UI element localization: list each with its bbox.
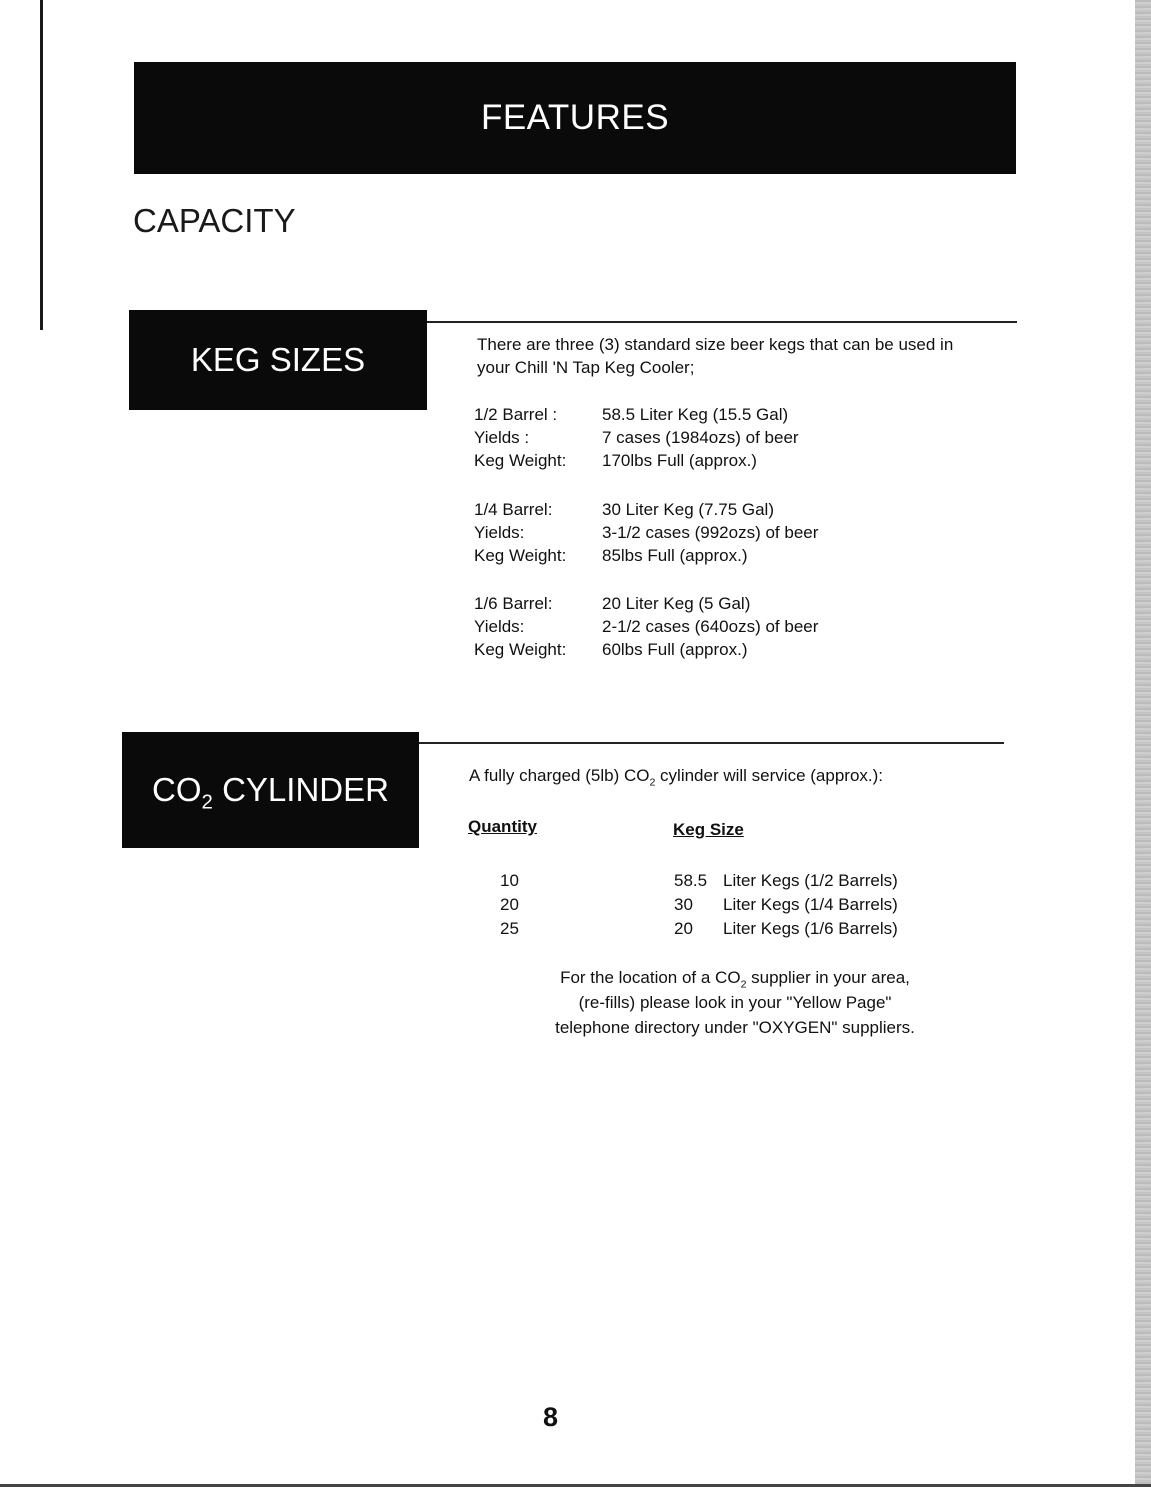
co2-heading-prefix: CO	[152, 771, 202, 808]
supplier-note-line-2: (re-fills) please look in your "Yellow Page"	[578, 993, 892, 1012]
keg-spec-row	[474, 615, 818, 638]
co2-intro-prefix: A fully charged (5lb) CO	[469, 766, 650, 785]
keg-spec-row	[474, 403, 799, 426]
co2-cylinder-heading	[152, 771, 389, 814]
barrel-label: 1/6 Barrel:	[474, 594, 553, 613]
yields-label: Yields :	[474, 428, 530, 447]
keg-spec-row	[474, 592, 818, 615]
quantity-cell: 25	[500, 919, 519, 938]
co2-service-table	[500, 869, 898, 941]
barrel-label: 1/4 Barrel:	[474, 500, 553, 519]
co2-intro-suffix: cylinder will service (approx.):	[655, 766, 884, 785]
note-line-1-prefix: For the location of a CO	[560, 968, 741, 987]
yields-value: 2-1/2 cases (640ozs) of beer	[602, 617, 819, 636]
description-cell: Liter Kegs (1/2 Barrels)	[723, 871, 898, 890]
size-cell: 30	[674, 895, 693, 914]
weight-label: Keg Weight:	[474, 640, 567, 659]
table-row	[500, 893, 898, 917]
quantity-cell: 20	[500, 895, 519, 914]
scan-edge	[1135, 0, 1151, 1487]
banner-title: FEATURES	[480, 98, 670, 137]
keg-spec-row	[474, 449, 799, 472]
barrel-value: 20 Liter Keg (5 Gal)	[602, 594, 751, 613]
co2-supplier-note	[510, 965, 960, 1040]
size-cell: 20	[674, 919, 693, 938]
yields-label: Yields:	[474, 617, 525, 636]
quantity-cell: 10	[500, 871, 519, 890]
keg-spec-row	[474, 498, 818, 521]
weight-label: Keg Weight:	[474, 546, 567, 565]
table-row	[500, 917, 898, 941]
keg-spec-sixth-barrel	[474, 592, 818, 661]
keg-spec-half-barrel	[474, 403, 799, 472]
page-number: 8	[543, 1402, 559, 1432]
co2-intro-subscript: 2	[649, 776, 656, 789]
weight-value: 60lbs Full (approx.)	[602, 640, 748, 659]
description-cell: Liter Kegs (1/6 Barrels)	[723, 919, 898, 938]
barrel-value: 58.5 Liter Keg (15.5 Gal)	[602, 405, 789, 424]
binding-edge	[40, 0, 43, 330]
quantity-column-header: Quantity	[468, 817, 537, 836]
keg-size-column-header: Keg Size	[673, 820, 744, 839]
note-line-1-suffix: supplier in your area,	[746, 968, 910, 987]
supplier-note-line-1	[510, 965, 960, 990]
keg-sizes-heading-box	[129, 310, 427, 410]
capacity-heading: CAPACITY	[133, 202, 296, 239]
yields-value: 3-1/2 cases (992ozs) of beer	[602, 523, 819, 542]
barrel-value: 30 Liter Keg (7.75 Gal)	[602, 500, 774, 519]
keg-spec-row	[474, 426, 799, 449]
weight-value: 85lbs Full (approx.)	[602, 546, 748, 565]
co2-heading-subscript: 2	[201, 790, 213, 814]
keg-sizes-heading: KEG SIZES	[190, 341, 366, 378]
weight-value: 170lbs Full (approx.)	[602, 451, 757, 470]
description-cell: Liter Kegs (1/4 Barrels)	[723, 895, 898, 914]
note-line-1-subscript: 2	[740, 978, 747, 991]
keg-spec-row	[474, 544, 818, 567]
yields-value: 7 cases (1984ozs) of beer	[602, 428, 799, 447]
supplier-note-line-3: telephone directory under "OXYGEN" suppliers.	[555, 1018, 915, 1037]
co2-intro	[469, 766, 884, 789]
co2-heading-suffix: CYLINDER	[212, 771, 389, 808]
keg-sizes-intro: There are three (3) standard size beer kegs that can be used in your Chill 'N Tap Keg Cooler;	[477, 335, 954, 377]
co2-cylinder-heading-box	[122, 732, 419, 848]
size-cell: 58.5	[674, 871, 708, 890]
features-banner	[134, 62, 1016, 174]
table-row	[500, 869, 898, 893]
barrel-label: 1/2 Barrel :	[474, 405, 558, 424]
keg-spec-quarter-barrel	[474, 498, 818, 567]
keg-spec-row	[474, 521, 818, 544]
keg-sizes-divider	[427, 321, 1017, 323]
weight-label: Keg Weight:	[474, 451, 567, 470]
keg-spec-row	[474, 638, 818, 661]
yields-label: Yields:	[474, 523, 525, 542]
co2-cylinder-divider	[419, 742, 1004, 744]
